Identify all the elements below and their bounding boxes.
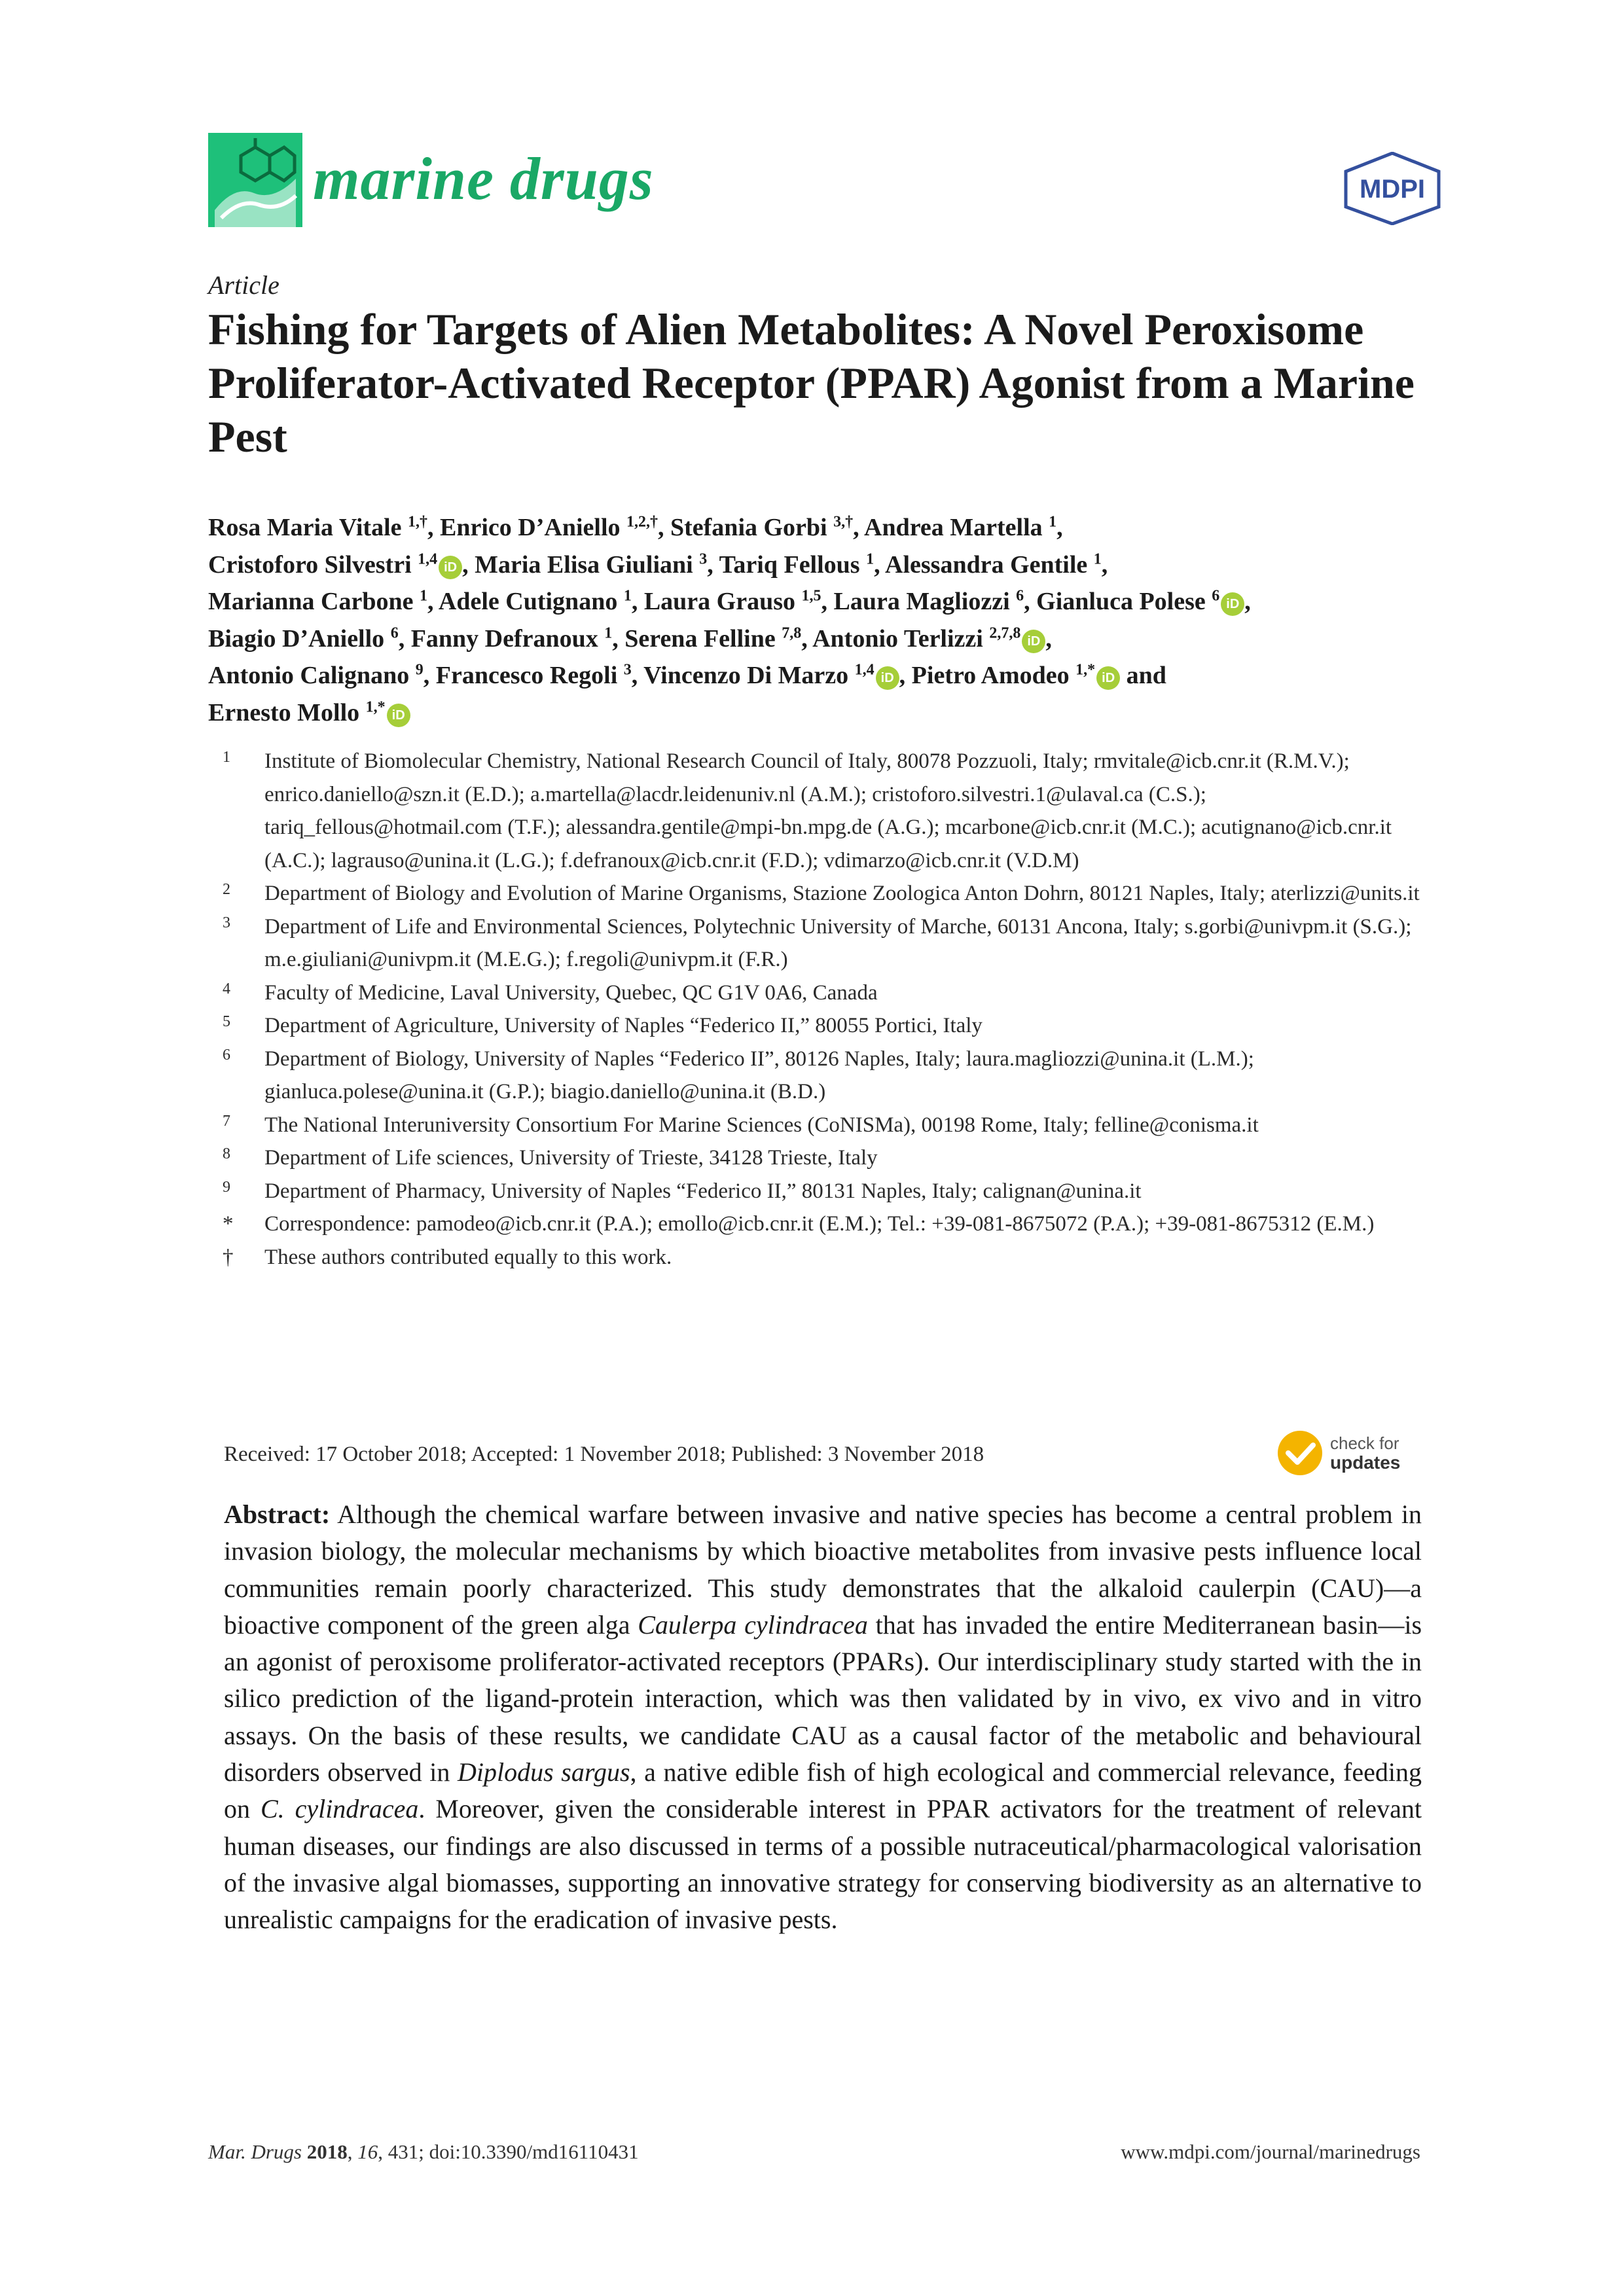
author: Antonio Calignano $^9$ [208, 661, 424, 689]
author: Enrico D’Aniello $^{1,2,\dagger}$ [440, 513, 658, 541]
author: Francesco Regoli $^3$ [435, 661, 632, 689]
affiliation: 5 Department of Agriculture, University of Naples “Federico II,” 80055 Portici, Italy [223, 1013, 983, 1037]
orcid-icon[interactable]: iD [1096, 666, 1120, 690]
journal-logo-icon [208, 133, 302, 227]
affiliation: 6 Department of Biology, University of Naples “Federico II”, 80126 Naples, Italy; laura.magliozzi@unina.it (L.M.); gianluca.polese@unina.it (G.P.); biagio.daniello@unina.it (B.D.) [223, 1046, 1254, 1103]
author: Laura Magliozzi $^6$ [833, 587, 1024, 615]
affiliations [208, 745, 1426, 1274]
check-updates-line1: check for [1330, 1433, 1399, 1453]
mdpi-logo-icon [1343, 152, 1441, 228]
affiliation: 8 Department of Life sciences, University of Trieste, 34128 Trieste, Italy [223, 1145, 878, 1170]
citation-footer: Mar. Drugs 2018, 16, 431; doi:10.3390/md16110431 [208, 2140, 639, 2163]
publication-dates: Received: 17 October 2018; Accepted: 1 November 2018; Published: 3 November 2018 [224, 1443, 984, 1466]
check-for-updates-button[interactable] [1276, 1427, 1427, 1482]
author: Vincenzo Di Marzo $^{1,4}$ iD [643, 662, 899, 689]
author: Rosa Maria Vitale $^{1,\dagger}$ [208, 513, 428, 541]
author: Cristoforo Silvestri $^{1,4}$ iD [208, 551, 462, 579]
affiliation: 1 Institute of Biomolecular Chemistry, National Research Council of Italy, 80078 Pozzuoli, Italy; rmvitale@icb.cnr.it (R.M.V.); enrico.daniello@szn.it (E.D.); a.martella@lacdr.leidenuniv.nl (A.M.); cristoforo.silvestri.1@ulaval.ca (C.S.); tariq_fellous@hotmail.com (T.F.); alessandra.gentile@mpi-bn.mpg.de (A.G.); mcarbone@icb.cnr.it (M.C.); acutignano@icb.cnr.it (A.C.); lagrauso@unina.it (L.G.); f.defranoux@icb.cnr.it (F.D.); vdimarzo@icb.cnr.it (V.D.M) [223, 749, 1392, 872]
orcid-icon[interactable]: iD [1221, 592, 1244, 616]
abstract: Abstract: Although the chemical warfare between invasive and native species has become a central problem in invasion biology, the molecular mechanisms by which bioactive metabolites from invasive pests influence local communities remain poorly characterized. This study demonstrates that the alkaloid caulerpin (CAU)—a bioactive component of the green alga Caulerpa cylindracea that has invaded the entire Mediterranean basin—is an agonist of peroxisome proliferator-activated receptors (PPARs). Our interdisciplinary study started with the in silico prediction of the ligand-protein interaction, which was then validated by in vivo, ex vivo and in vitro assays. On the basis of these results, we candidate CAU as a causal factor of the metabolic and behavioural disorders observed in Diplodus sargus, a native edible fish of high ecological and commercial relevance, feeding on C. cylindracea. Moreover, given the considerable interest in PPAR activators for the treatment of relevant human diseases, our findings are also discussed in terms of a possible nutraceutical/pharmacological valorisation of the invasive algal biomasses, supporting an innovative strategy for conserving biodiversity as an alternative to unrealistic campaigns for the eradication of invasive pests. [224, 1499, 1422, 1935]
mdpi-logo-text: MDPI [1360, 175, 1425, 204]
author: Alessandra Gentile $^1$ [885, 550, 1102, 579]
author: Andrea Martella $^1$ [864, 513, 1057, 541]
author: Tariq Fellous $^1$ [719, 550, 875, 579]
author: Ernesto Mollo $^{1,*}$ iD [208, 699, 410, 726]
check-icon [1278, 1431, 1322, 1475]
affiliation: 7 The National Interuniversity Consortium For Marine Sciences (CoNISMa), 00198 Rome, Italy; felline@conisma.it [223, 1112, 1259, 1137]
abstract-label: Abstract: [224, 1499, 331, 1529]
author-list: Rosa Maria Vitale $^{1,\dagger}$, Enrico D’Aniello $^{1,2,\dagger}$, Stefania Gorbi $^{3,\dagger}$, Andrea Martella $^1$, Cristoforo Silvestri $^{1,4}$ iD , Maria Elisa Giuliani $^3$, Tariq Fellous $^1$, Alessandra Gentile $^1$, Marianna Carbone $^1$, Adele Cutignano $^1$, Laura Grauso $^{1,5}$, Laura Magliozzi $^6$, Gianluca Polese $^6$ iD , Biagio D’Aniello $^6$, Fanny Defranoux $^1$, Serena Felline $^{7,8}$, Antonio Terlizzi $^{2,7,8}$ iD , Antonio Calignano $^9$, Francesco Regoli $^3$, Vincenzo Di Marzo $^{1,4}$ iD , Pietro Amodeo $^{1,*}$ iD and Ernesto Mollo $^{1,*}$ iD [208, 513, 1251, 726]
affiliation: 3 Department of Life and Environmental Sciences, Polytechnic University of Marche, 60131 Ancona, Italy; s.gorbi@univpm.it (S.G.); m.e.giuliani@univpm.it (M.E.G.); f.regoli@univpm.it (F.R.) [223, 914, 1412, 971]
author: Marianna Carbone $^1$ [208, 587, 427, 615]
journal-name: marine drugs [313, 145, 654, 212]
author: Gianluca Polese $^6$ iD [1036, 588, 1244, 615]
affiliation: 2 Department of Biology and Evolution of Marine Organisms, Stazione Zoologica Anton Dohrn, 80121 Naples, Italy; aterlizzi@units.it [223, 881, 1420, 905]
affiliation: 9 Department of Pharmacy, University of Naples “Federico II,” 80131 Naples, Italy; calignan@unina.it [223, 1178, 1142, 1203]
orcid-icon[interactable]: iD [876, 666, 899, 690]
article-type: Article [208, 270, 280, 300]
correspondence: * Correspondence: pamodeo@icb.cnr.it (P.A.); emollo@icb.cnr.it (E.M.); Tel.: +39-081-8675072 (P.A.); +39-081-8675312 (E.M.) [223, 1212, 1375, 1236]
author: Biagio D’Aniello $^6$ [208, 624, 399, 653]
orcid-icon[interactable]: iD [439, 556, 462, 579]
author: Serena Felline $^{7,8}$ [624, 624, 802, 653]
author: Maria Elisa Giuliani $^3$ [475, 550, 708, 579]
orcid-icon[interactable]: iD [1022, 630, 1045, 653]
author: Fanny Defranoux $^1$ [410, 624, 613, 653]
author: Antonio Terlizzi $^{2,7,8}$ iD [812, 625, 1045, 653]
author: Pietro Amodeo $^{1,*}$ iD [912, 662, 1120, 689]
author: Laura Grauso $^{1,5}$ [643, 587, 821, 615]
author: Stefania Gorbi $^{3,\dagger}$ [670, 513, 854, 541]
equal-contribution-note: † These authors contributed equally to this work. [223, 1245, 672, 1269]
journal-url-link[interactable]: www.mdpi.com/journal/marinedrugs [1121, 2140, 1420, 2163]
orcid-icon[interactable]: iD [387, 704, 410, 727]
check-updates-line2: updates [1330, 1452, 1401, 1473]
affiliation: 4 Faculty of Medicine, Laval University, Quebec, QC G1V 0A6, Canada [223, 980, 878, 1005]
author: Adele Cutignano $^1$ [438, 587, 632, 615]
authors-conjunction: and [1126, 662, 1166, 689]
article-title: Fishing for Targets of Alien Metabolites: A Novel Peroxisome Proliferator-Activated Receptor (PPAR) Agonist from a Marine Pest [208, 304, 1415, 461]
